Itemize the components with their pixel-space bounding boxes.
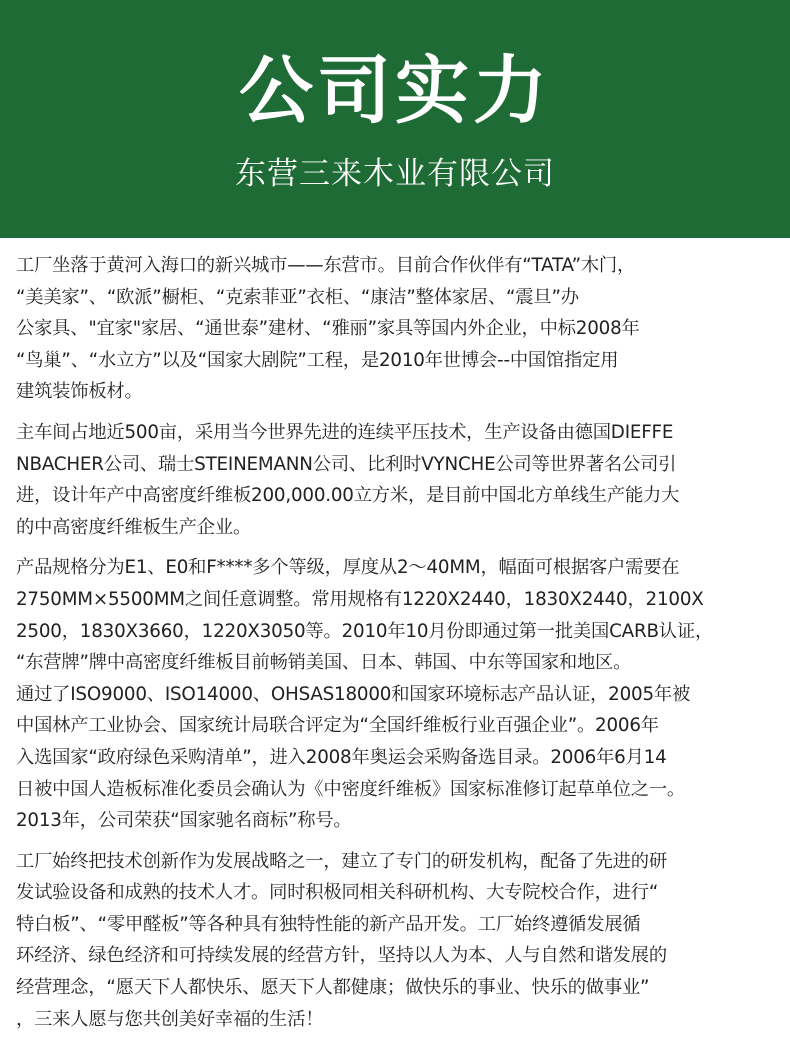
text-line: “东营牌”牌中高密度纤维板目前畅销美国、日本、韩国、中东等国家和地区。 [16, 652, 632, 674]
text-line: 入选国家“政府绿色采购清单”，进入2008年奥运会采购备选目录。2006年6月14 [16, 746, 667, 768]
text-line: 2500，1830X3660，1220X3050等。2010年10月份即通过第一批美国CARB认证， [16, 620, 714, 642]
text-line: 工厂坐落于黄河入海口的新兴城市——东营市。目前合作伙伴有“TATA”木门， [16, 255, 636, 276]
text-line: 主车间占地近500亩，采用当今世界先进的连续平压技术，生产设备由德国DIEFFE [16, 421, 674, 443]
text-line: 特白板”、“零甲醛板”等各种具有独特性能的新产品开发。工厂始终遵循发展循 [16, 913, 641, 935]
text-line: 2750MM×5500MM之间任意调整。常用规格有1220X2440，1830X2440，2100X [16, 588, 704, 610]
text-line: 日被中国人造板标准化委员会确认为《中密度纤维板》国家标准修订起草单位之一。 [16, 778, 686, 800]
content-body [0, 238, 790, 1035]
text-line: 经营理念，“愿天下人都快乐、愿天下人都健康；做快乐的事业、快乐的做事业” [16, 977, 650, 999]
text-line: 环经济、绿色经济和可持续发展的经营方针，坚持以人为本、人与自然和谐发展的 [16, 945, 667, 967]
page-title: 公司实力 [239, 48, 551, 134]
text-line: “美美家”、“欧派”橱柜、“克索菲亚”衣柜、“康洁”整体家居、“震旦”办 [16, 286, 579, 308]
text-line: 发试验设备和成熟的技术人才。同时积极同相关科研机构、大专院校合作，进行“ [16, 882, 659, 904]
text-line: 中国林产工业协会、国家统计局联合评定为“全国纤维板行业百强企业”。2006年 [16, 715, 659, 737]
text-line: 公家具、"宜家"家居、“通世泰”建材、“雅丽”家具等国内外企业，中标2008年 [16, 318, 640, 340]
paragraph-intro [16, 250, 776, 408]
company-name: 东营三来木业有限公司 [235, 156, 555, 192]
text-line: ，三来人愿与您共创美好幸福的生活！ [16, 1008, 324, 1030]
text-line: 工厂始终把技术创新作为发展战略之一，建立了专门的研发机构，配备了先进的研 [16, 850, 667, 872]
paragraph-innovation [16, 846, 776, 1036]
text-line: 通过了ISO9000、ISO14000、OHSAS18000和国家环境标志产品认证，2005年被 [16, 683, 691, 705]
paragraph-facility [16, 417, 776, 543]
text-line: NBACHER公司、瑞士STEINEMANN公司、比利时VYNCHE公司等世界著名公司引 [16, 453, 677, 475]
text-line: 进，设计年产中高密度纤维板200,000.00立方米，是目前中国北方单线生产能力大 [16, 485, 680, 507]
text-line: 产品规格分为E1、E0和F****多个等级，厚度从2～40MM，幅面可根据客户需要在 [16, 557, 680, 579]
text-line: 2013年，公司荣获“国家驰名商标”称号。 [16, 810, 352, 832]
text-line: 的中高密度纤维板生产企业。 [16, 516, 252, 538]
paragraph-products [16, 552, 776, 836]
text-line: “鸟巢”、“水立方”以及“国家大剧院”工程，是2010年世博会--中国馆指定用 [16, 349, 619, 371]
text-line: 建筑装饰板材。 [16, 381, 143, 403]
header-banner [0, 0, 790, 238]
